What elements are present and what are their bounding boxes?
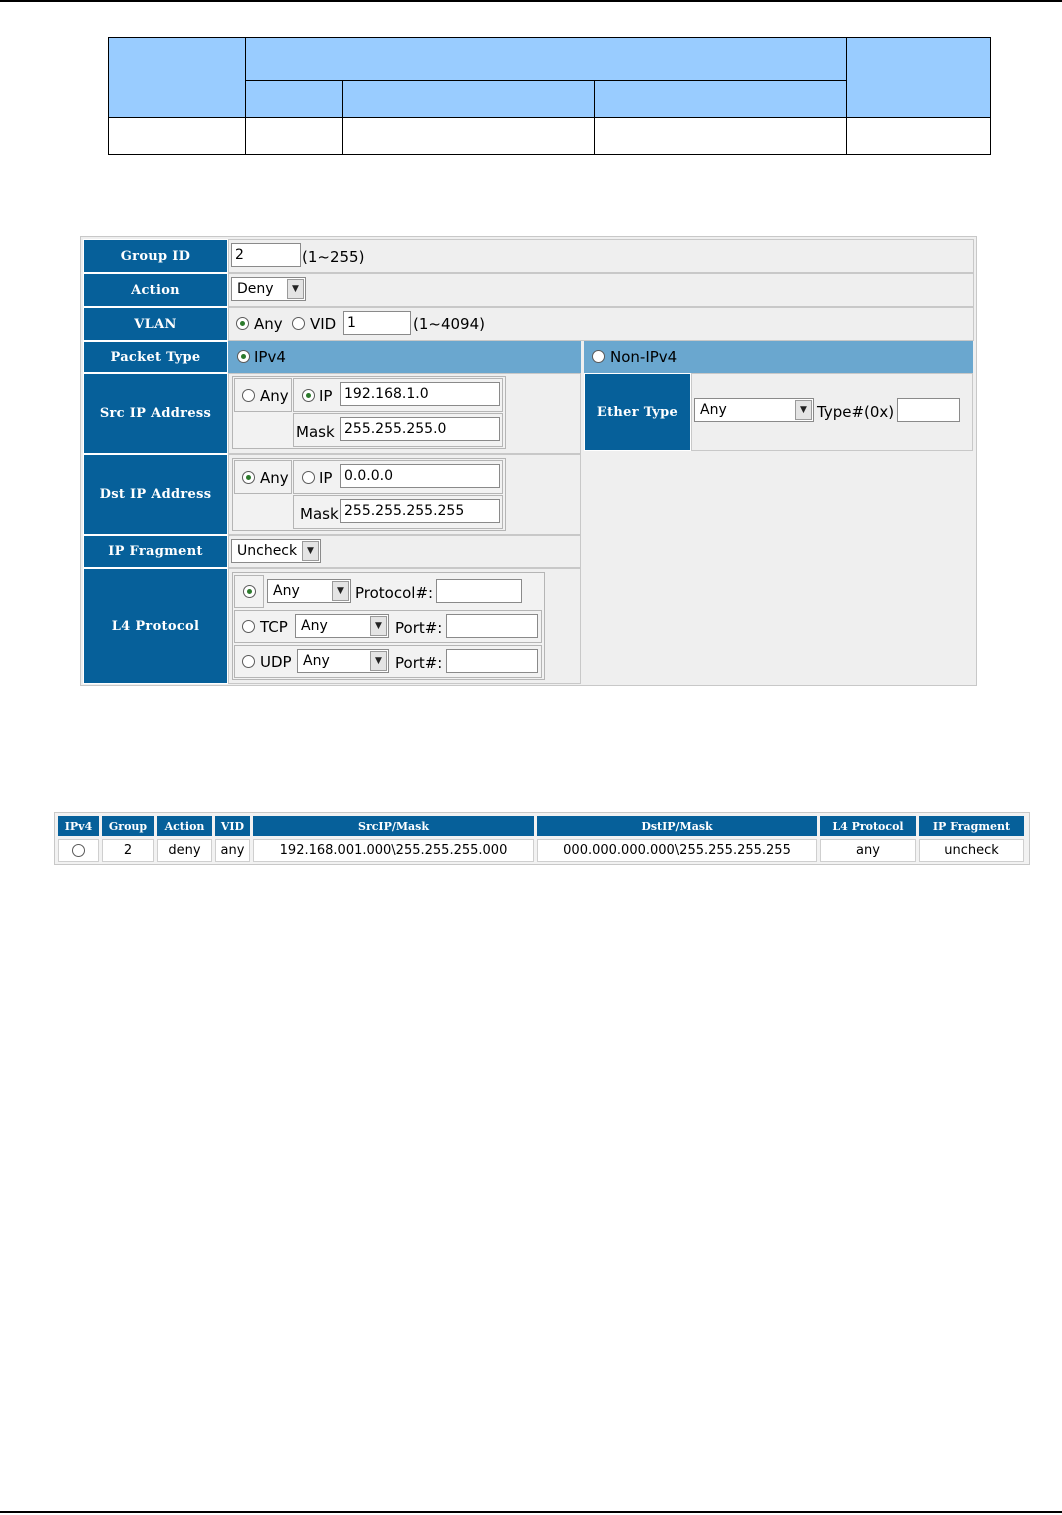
dst-mask-label: Mask — [300, 505, 339, 523]
group-id-input[interactable]: 2 — [231, 243, 301, 267]
table-cell — [846, 117, 991, 155]
row-l4-protocol: any — [820, 839, 916, 862]
row-dst-ip-mask: 000.000.000.000\255.255.255.255 — [537, 839, 817, 862]
vlan-any-label: Any — [254, 315, 283, 333]
chevron-down-icon: ▼ — [795, 400, 812, 420]
action-label: Action — [83, 273, 228, 307]
protocol-number-input[interactable] — [436, 579, 522, 603]
col-header-src-ip-mask: SrcIP/Mask — [253, 816, 534, 836]
dst-any-label: Any — [260, 469, 289, 487]
header-cell — [245, 37, 847, 81]
action-select-value: Deny — [237, 281, 274, 297]
row-action: deny — [157, 839, 212, 862]
col-header-dst-ip-mask: DstIP/Mask — [537, 816, 817, 836]
ip-fragment-select[interactable] — [231, 539, 321, 563]
chevron-down-icon: ▼ — [287, 279, 304, 299]
dst-any-radio[interactable] — [242, 471, 255, 484]
src-mask-label: Mask — [296, 423, 335, 441]
dst-ip-radio[interactable] — [302, 471, 315, 484]
ether-type-select-value: Any — [700, 402, 727, 418]
header-cell — [342, 80, 595, 118]
l4-tcp-port-label: Port#: — [395, 619, 443, 637]
row-select-radio[interactable] — [72, 844, 85, 857]
l4-udp-port-label: Port#: — [395, 654, 443, 672]
src-any-radio[interactable] — [242, 389, 255, 402]
l4-tcp-select[interactable] — [295, 614, 389, 638]
col-header-ipv4: IPv4 — [58, 816, 99, 836]
vlan-vid-label: VID — [310, 315, 337, 333]
col-header-ip-fragment: IP Fragment — [919, 816, 1024, 836]
group-id-range: (1~255) — [302, 248, 365, 266]
l4-udp-select[interactable] — [297, 649, 389, 673]
acl-form-panel — [80, 236, 977, 686]
ether-type-number-input[interactable] — [897, 398, 960, 422]
protocol-number-label: Protocol#: — [355, 584, 434, 602]
action-row — [228, 273, 974, 307]
l4-any-select[interactable] — [267, 579, 351, 603]
packet-type-non-ipv4-radio[interactable] — [592, 350, 605, 363]
dst-ip-input[interactable]: 0.0.0.0 — [340, 464, 500, 488]
col-header-vid: VID — [215, 816, 250, 836]
l4-any-select-value: Any — [273, 583, 300, 599]
col-header-l4-protocol: L4 Protocol — [820, 816, 916, 836]
chevron-down-icon: ▼ — [370, 616, 387, 636]
l4-tcp-radio[interactable] — [242, 620, 255, 633]
dst-mask-input[interactable]: 255.255.255.255 — [340, 499, 500, 523]
chevron-down-icon: ▼ — [332, 581, 349, 601]
chevron-down-icon: ▼ — [370, 651, 387, 671]
l4-tcp-select-value: Any — [301, 618, 328, 634]
row-group: 2 — [102, 839, 154, 862]
packet-type-ipv4-label: IPv4 — [254, 348, 286, 366]
table-cell — [594, 117, 847, 155]
packet-type-label: Packet Type — [83, 341, 228, 373]
table-cell — [108, 117, 246, 155]
src-ip-radio[interactable] — [302, 389, 315, 402]
packet-type-non-ipv4-label: Non-IPv4 — [610, 348, 678, 366]
chevron-down-icon: ▼ — [302, 541, 319, 561]
l4-udp-port-input[interactable] — [446, 649, 538, 673]
l4-tcp-label: TCP — [260, 618, 288, 636]
packet-type-ipv4-radio[interactable] — [237, 350, 250, 363]
l4-udp-select-value: Any — [303, 653, 330, 669]
ether-type-label: Ether Type — [584, 373, 691, 451]
src-ip-input[interactable]: 192.168.1.0 — [340, 382, 500, 406]
src-ip-radio-label: IP — [319, 387, 333, 405]
blank-header-table — [108, 37, 991, 155]
vlan-row — [228, 307, 974, 341]
vlan-vid-radio[interactable] — [292, 317, 305, 330]
row-src-ip-mask: 192.168.001.000\255.255.255.000 — [253, 839, 534, 862]
dst-ip-radio-label: IP — [319, 469, 333, 487]
bottom-rule — [0, 1511, 1062, 1513]
src-mask-input[interactable]: 255.255.255.0 — [340, 417, 500, 441]
header-cell — [245, 80, 343, 118]
header-cell — [846, 37, 991, 118]
vlan-any-radio[interactable] — [236, 317, 249, 330]
vlan-range: (1~4094) — [413, 315, 485, 333]
l4-udp-label: UDP — [260, 653, 292, 671]
acl-result-table — [54, 812, 1030, 865]
row-vid: any — [215, 839, 250, 862]
ip-fragment-label: IP Fragment — [83, 535, 228, 568]
col-header-action: Action — [157, 816, 212, 836]
row-ip-fragment: uncheck — [919, 839, 1024, 862]
col-header-group: Group — [102, 816, 154, 836]
src-ip-label: Src IP Address — [83, 373, 228, 454]
table-cell — [245, 117, 343, 155]
l4-tcp-port-input[interactable] — [446, 614, 538, 638]
l4-udp-radio[interactable] — [242, 655, 255, 668]
group-id-label: Group ID — [83, 239, 228, 273]
src-any-label: Any — [260, 387, 289, 405]
table-cell — [342, 117, 595, 155]
dst-ip-label: Dst IP Address — [83, 454, 228, 535]
header-cell — [594, 80, 847, 118]
l4-any-radio[interactable] — [243, 585, 256, 598]
vlan-vid-input[interactable]: 1 — [343, 311, 411, 335]
top-rule — [0, 0, 1062, 2]
l4-protocol-label: L4 Protocol — [83, 568, 228, 684]
header-cell — [108, 37, 246, 118]
vlan-label: VLAN — [83, 307, 228, 341]
action-select[interactable] — [231, 277, 306, 301]
ether-type-number-label: Type#(0x) — [817, 403, 895, 421]
ether-type-select[interactable] — [694, 398, 814, 422]
row-select-cell — [58, 839, 99, 862]
ip-fragment-select-value: Uncheck — [237, 543, 298, 559]
